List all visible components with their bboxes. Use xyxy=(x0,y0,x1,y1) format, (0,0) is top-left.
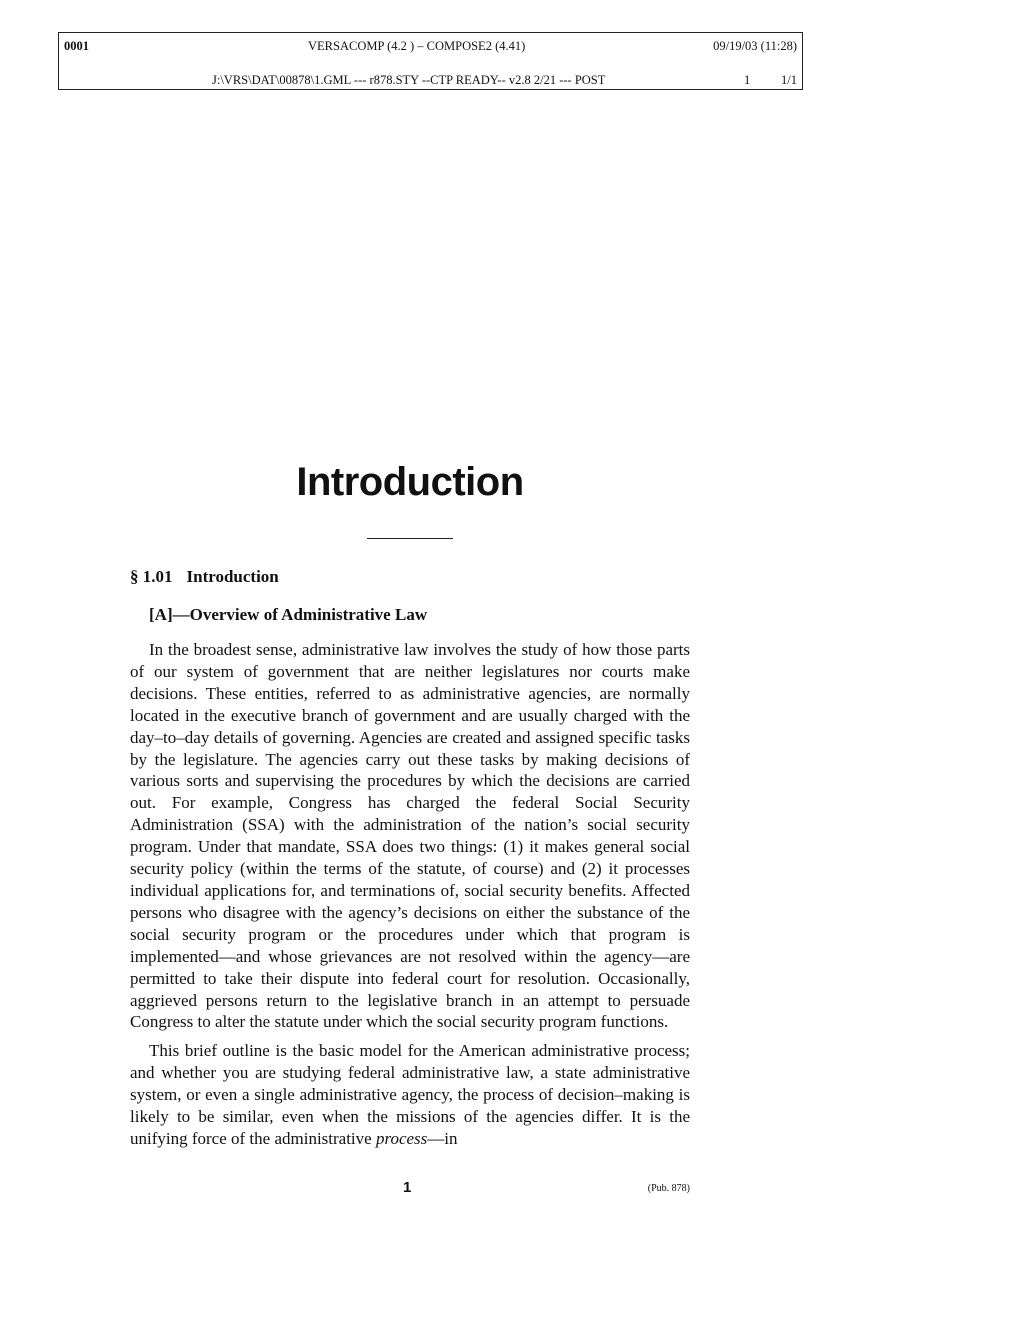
body-text xyxy=(130,639,690,1157)
slug-datetime: 09/19/03 (11:28) xyxy=(713,39,797,53)
section-number: § 1.01 xyxy=(130,567,173,586)
page-number: 1 xyxy=(403,1179,412,1196)
chapter-title: Introduction xyxy=(296,460,524,504)
paragraph-2-end: —in xyxy=(427,1128,458,1148)
slug-code: 0001 xyxy=(64,39,89,53)
paragraph-2 xyxy=(130,1040,690,1150)
slug-page-of: 1/1 xyxy=(781,73,797,87)
paragraph-1: In the broadest sense, administrative law involves the study of how those parts of our system of government that are neither legislatures nor courts make decisions. These entities, referred to as administrative agencies, are normally located in the executive branch of government and are usually charged with the day–to–day details of governing. Agencies are created and assigned specific tasks by the legislature. The agencies carry out these tasks by making decisions of various sorts and supervising the procedures by which the decisions are carried out. For example, Congress has charged the federal Social Security Administration (SSA) with the administration of the nation’s social security program. Under that mandate, SSA does two things: (1) it makes general social security policy (within the terms of the statute, of course) and (2) it processes individual applications for, and terminations of, social security benefits. Affected persons who disagree with the agency’s decisions on either the substance of the social security program or the procedures under which that program is implemented—and whose grievances are not resolved within the agency—are permitted to take their dispute into federal court for resolution. Occasionally, aggrieved persons return to the legislative branch in an attempt to persuade Congress to alter the statute under which the social security program functions. xyxy=(130,640,690,1032)
title-rule xyxy=(367,538,453,539)
paragraph-2-italic: process xyxy=(375,1128,428,1148)
publication-number: (Pub. 878) xyxy=(647,1183,690,1194)
slug-file-path: J:\VRS\DAT\00878\1.GML --- r878.STY --CTP READY-- v2.8 2/21 --- POST xyxy=(212,73,606,87)
slug-composer: VERSACOMP (4.2 ) – COMPOSE2 (4.41) xyxy=(308,39,526,53)
section-title: Introduction xyxy=(186,567,279,586)
slug-page: 1 xyxy=(744,73,751,87)
paragraph-2-text: This brief outline is the basic model for the American administrative process; and whether you are studying federal administrative law, a state administrative system, or even a single administrative agency, the process of decision–making is likely to be similar, even when the missions of the agencies differ. It is the unifying force of the administrative xyxy=(130,1041,690,1148)
section-heading xyxy=(130,567,279,587)
composition-slug-box xyxy=(58,32,803,90)
subsection-heading: [A]—Overview of Administrative Law xyxy=(149,605,428,624)
